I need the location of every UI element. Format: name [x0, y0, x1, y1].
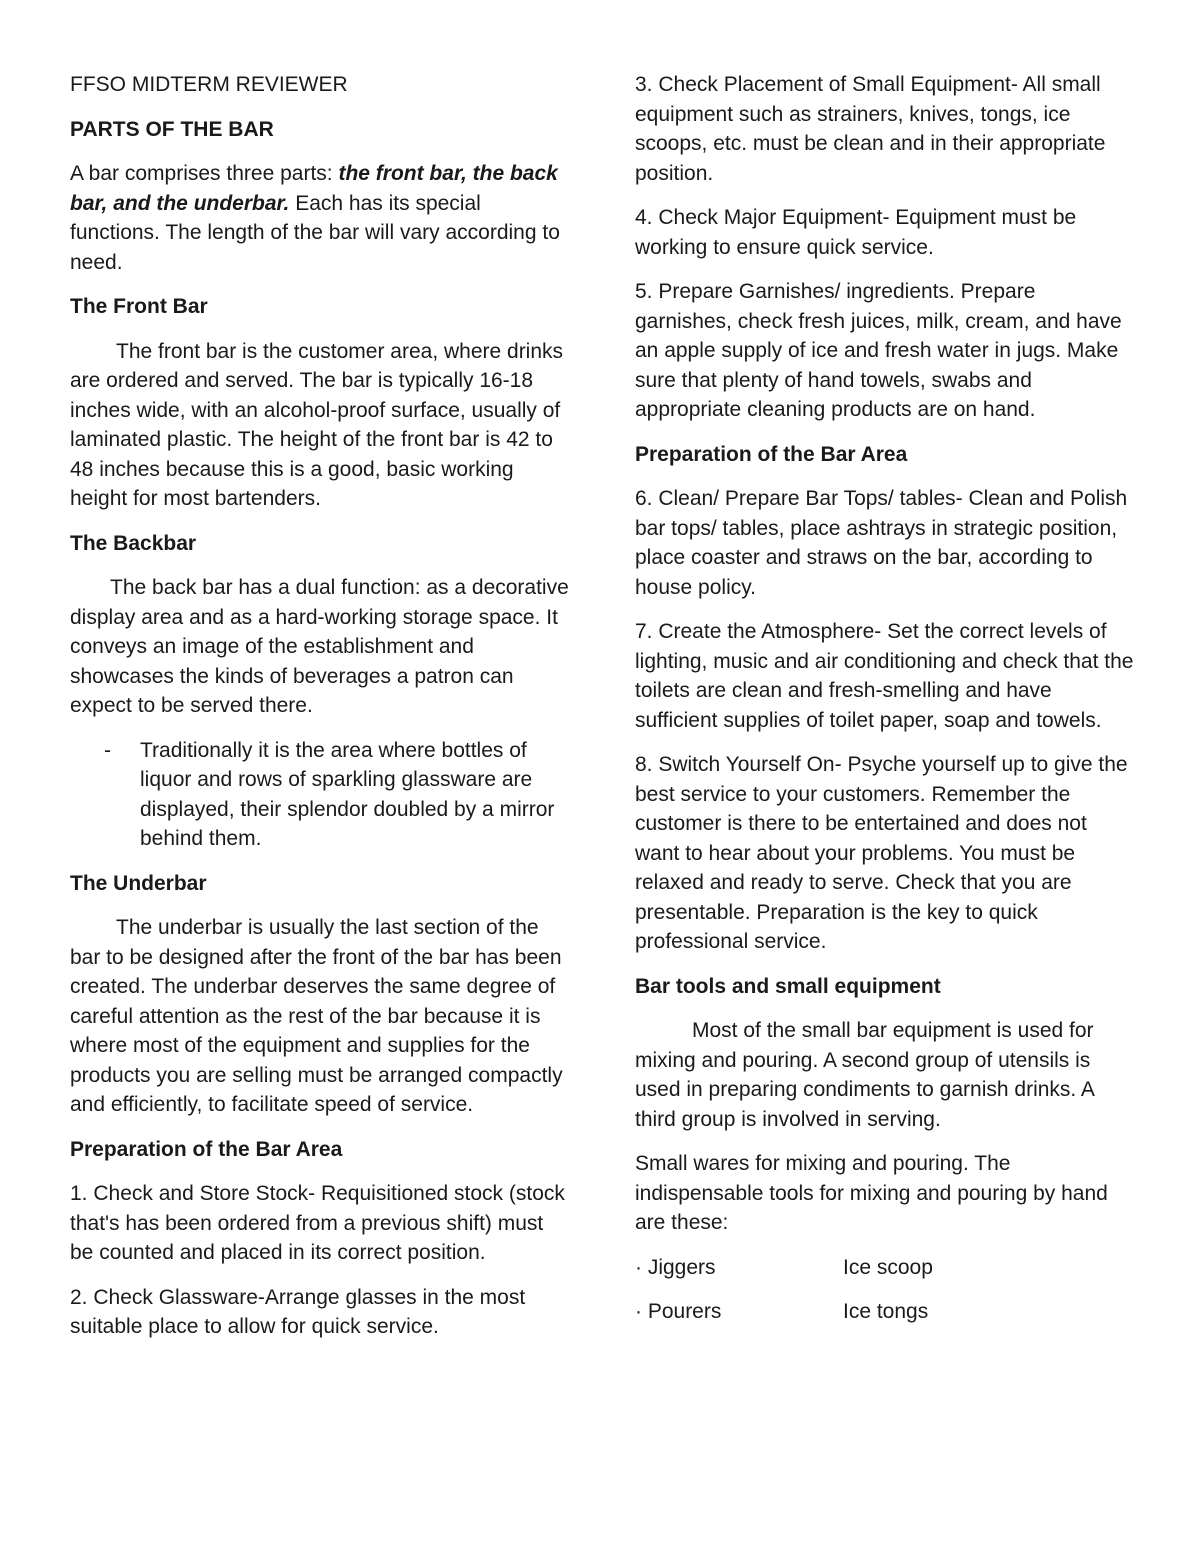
left-column: [70, 70, 570, 1357]
step-1: 1. Check and Store Stock- Requisitioned stock (stock that's has been ordered from a previous shift) must be counted and placed in its correct position.: [70, 1182, 565, 1264]
bullet-dash: -: [104, 738, 111, 762]
intro-post: Each has its special functions. The length of the bar will vary according to need.: [70, 191, 560, 274]
backbar-bullet: [70, 736, 570, 854]
preparation-heading-left: Preparation of the Bar Area: [70, 1137, 343, 1161]
parts-heading: PARTS OF THE BAR: [70, 117, 274, 141]
step-4: 4. Check Major Equipment- Equipment must be working to ensure quick service.: [635, 206, 1077, 259]
preparation-heading-right: Preparation of the Bar Area: [635, 442, 908, 466]
backbar-heading: The Backbar: [70, 531, 197, 555]
step-8: 8. Switch Yourself On- Psyche yourself up to give the best service to your customers. Remember the customer is there to be entertained and does not want to hear about your problems. You must be relaxed and ready to serve. Check that you are presentable. Preparation is the key to quick professional service.: [635, 753, 1128, 953]
tool-row: [635, 1253, 1135, 1283]
underbar-heading: The Underbar: [70, 871, 207, 895]
bar-tools-heading: Bar tools and small equipment: [635, 974, 941, 998]
right-column: [635, 70, 1135, 1342]
intro-paragraph: [70, 159, 570, 277]
tool-item: · Jiggers: [635, 1255, 716, 1279]
intro-emphasis: the front bar, the back bar, and the underbar.: [70, 162, 558, 215]
step-7: 7. Create the Atmosphere- Set the correct levels of lighting, music and air conditioning and check that the toilets are clean and fresh-smelling and have sufficient supplies of toilet paper, soap and towels.: [635, 620, 1134, 732]
step-2: 2. Check Glassware-Arrange glasses in the most suitable place to allow for quick service.: [70, 1285, 526, 1338]
front-bar-heading: The Front Bar: [70, 295, 208, 318]
step-3: 3. Check Placement of Small Equipment- All small equipment such as strainers, knives, tongs, ice scoops, etc. must be clean and in their appropriate position.: [635, 73, 1106, 185]
document-title: FFSO MIDTERM REVIEWER: [70, 73, 348, 96]
backbar-bullet-text: Traditionally it is the area where bottles of liquor and rows of sparkling glassware are displayed, their splendor doubled by a mirror behind them.: [140, 738, 555, 850]
tool-item: Ice tongs: [843, 1300, 929, 1323]
step-5: 5. Prepare Garnishes/ ingredients. Prepare garnishes, check fresh juices, milk, cream, and have an apple supply of ice and fresh water in jugs. Make sure that plenty of hand towels, swabs and appropriate cleaning products are on hand.: [635, 280, 1122, 421]
front-bar-text: The front bar is the customer area, where drinks are ordered and served. The bar is typically 16-18 inches wide, with an alcohol-proof surface, usually of laminated plastic. The height of the front bar is 42 to 48 inches because this is a good, basic working height for most bartenders.: [70, 339, 564, 510]
intro-pre: A bar comprises three parts:: [70, 162, 339, 185]
backbar-text: The back bar has a dual function: as a decorative display area and as a hard-working storage space. It conveys an image of the establishment and showcases the kinds of beverages a patron can expect to be served there.: [70, 576, 569, 717]
tool-row: [635, 1297, 1135, 1327]
bar-tools-text: Most of the small bar equipment is used for mixing and pouring. A second group of utensils is used in preparing condiments to garnish drinks. A third group is involved in serving.: [635, 1019, 1094, 1131]
tool-item: · Pourers: [635, 1300, 722, 1323]
step-6: 6. Clean/ Prepare Bar Tops/ tables- Clean and Polish bar tops/ tables, place ashtrays in strategic position, place coaster and straws on the bar, according to house policy.: [635, 487, 1128, 599]
tool-item: Ice scoop: [843, 1255, 933, 1279]
smallwares-text: Small wares for mixing and pouring. The indispensable tools for mixing and pouring by hand are these:: [635, 1152, 1108, 1234]
underbar-text: The underbar is usually the last section of the bar to be designed after the front of the bar has been created. The underbar deserves the same degree of careful attention as the rest of the bar because it is where most of the equipment and supplies for the products you are selling must be arranged compactly and efficiently, to facilitate speed of service.: [70, 916, 563, 1116]
